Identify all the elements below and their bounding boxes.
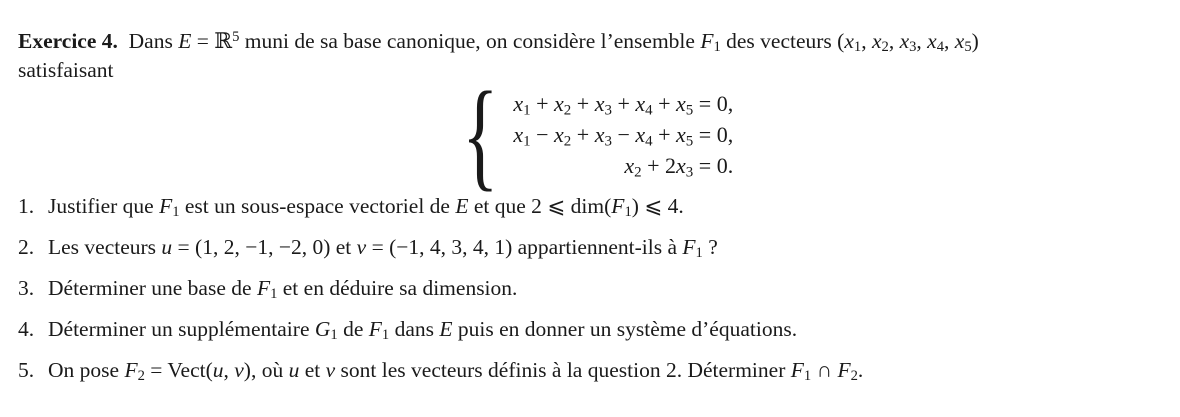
question-number: 5. xyxy=(18,358,35,382)
equation-row-3: $x_2 + 2x_3 = 0$. xyxy=(624,153,734,181)
question-number: 1. xyxy=(18,194,35,218)
equation-row-1: $x_1 + x_2 + x_3 + x_4 + x_5 = 0$, xyxy=(513,91,734,119)
exercise-statement: Exercice 4. Dans E = ℝ$^5$ muni de sa base canonique, on considère l’ensemble $F_1$ des vecteurs ($x_1$, $x_2$, $x_3$, $x_4$, $x_5$) satisfaisant xyxy=(18,28,979,82)
question-number: 4. xyxy=(18,317,35,341)
question-item-1 xyxy=(18,192,1166,220)
question-text: Déterminer une base de $F_1$ et en déduire sa dimension. xyxy=(48,276,518,303)
question-text: On pose $F_2$ = Vect(u, v), où u et v sont les vecteurs définis à la question 2. Déterminer $F_1$ ∩ $F_2$. xyxy=(48,358,864,385)
system-left-brace: { xyxy=(461,67,499,202)
question-number: 3. xyxy=(18,276,35,300)
question-text: Les vecteurs u = (1, 2, −1, −2, 0) et v = (−1, 4, 3, 4, 1) appartiennent-ils à $F_1$ ? xyxy=(48,235,718,262)
equation-row-2: $x_1 - x_2 + x_3 - x_4 + x_5 = 0$, xyxy=(513,122,734,150)
question-item-5 xyxy=(18,356,1166,384)
question-text: Déterminer un supplémentaire $G_1$ de $F_1$ dans E puis en donner un système d’équations. xyxy=(48,317,798,344)
question-text: Justifier que $F_1$ est un sous-espace vectoriel de E et que 2 ⩽ $dim(F_1)$ ⩽ 4. xyxy=(48,194,684,221)
question-item-3 xyxy=(18,274,1166,302)
question-list xyxy=(18,192,1166,384)
question-item-2 xyxy=(18,233,1166,261)
question-item-4 xyxy=(18,315,1166,343)
question-number: 2. xyxy=(18,235,35,259)
equation-list xyxy=(513,88,733,181)
equation-system xyxy=(18,67,1166,202)
exercise-sheet xyxy=(18,27,1166,417)
